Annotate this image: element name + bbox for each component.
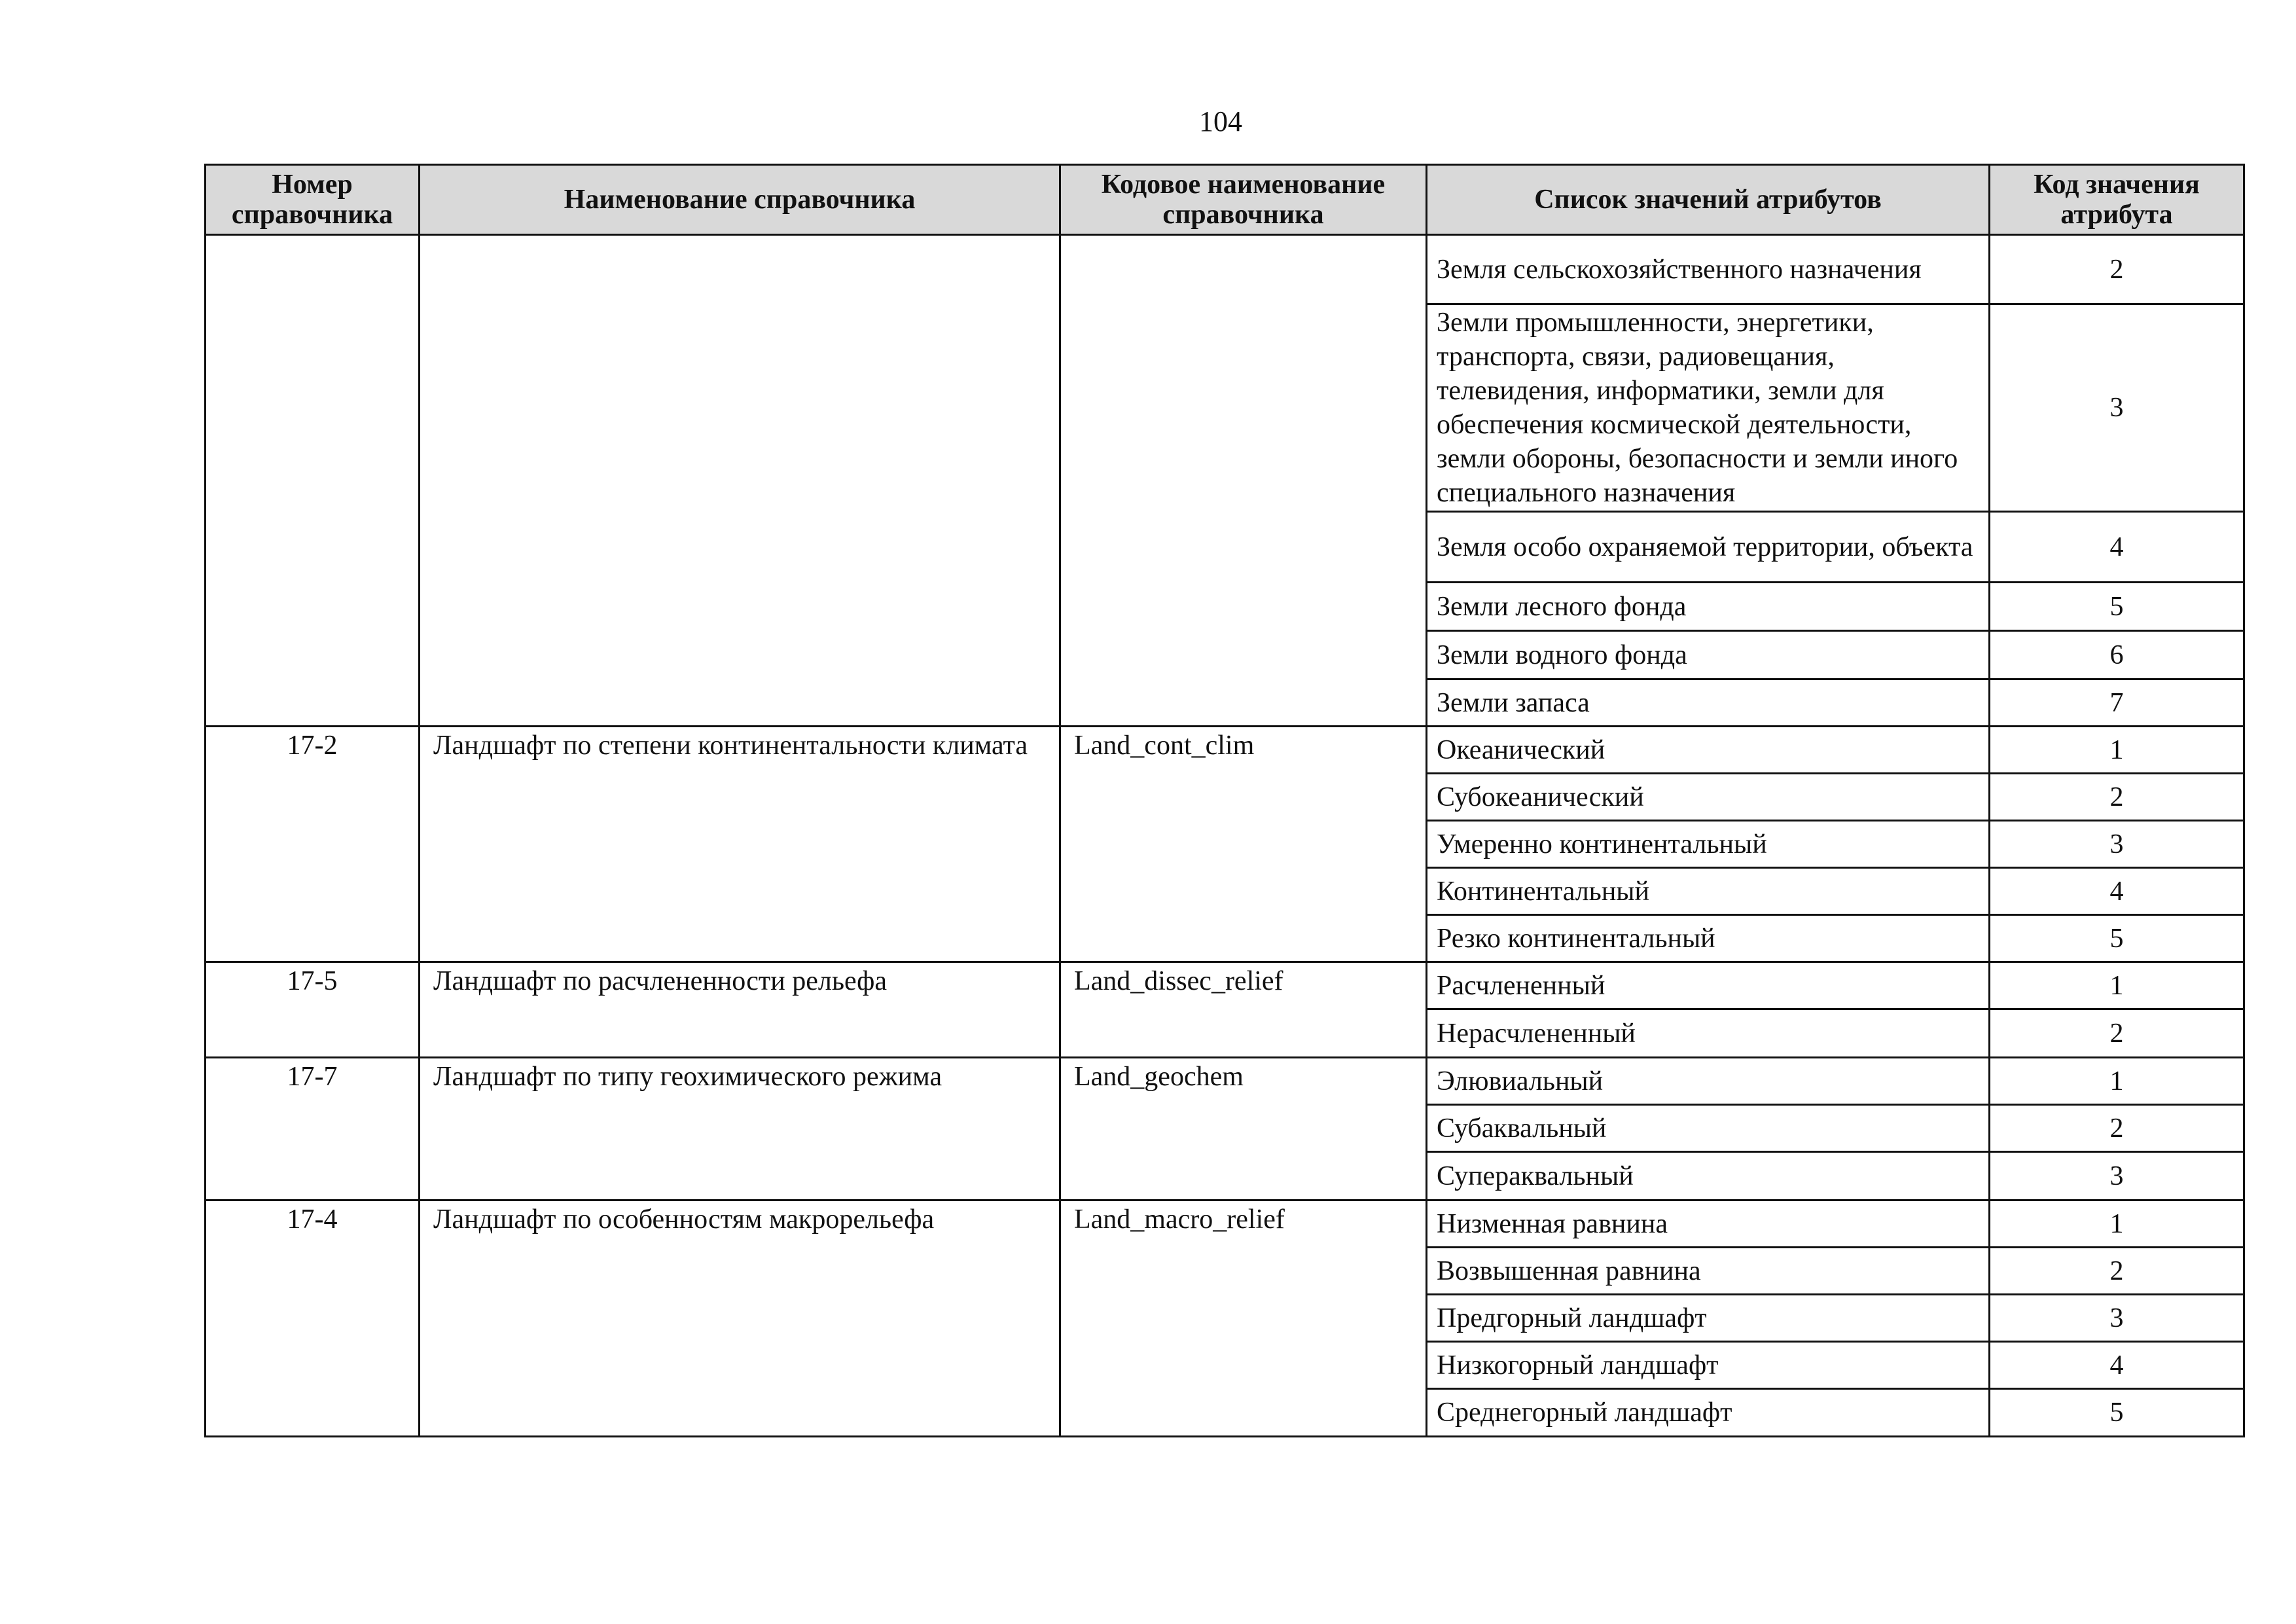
- reference-code-name: Land_macro_relief: [1060, 1200, 1427, 1437]
- reference-number: 17-7: [206, 1058, 420, 1200]
- reference-code-name: [1060, 235, 1427, 727]
- attribute-value: Резко континентальный: [1427, 915, 1990, 962]
- attribute-value: Земли лесного фонда: [1427, 583, 1990, 631]
- attribute-value-code: 1: [1990, 727, 2244, 774]
- attribute-value: Низкогорный ландшафт: [1427, 1342, 1990, 1389]
- header-code-name: Кодовое наименование справочника: [1060, 165, 1427, 235]
- attribute-value-code: 4: [1990, 1342, 2244, 1389]
- attribute-value: Земля сельскохозяйственного назначения: [1427, 235, 1990, 304]
- attribute-value: Среднегорный ландшафт: [1427, 1389, 1990, 1437]
- table-row: [206, 1200, 2244, 1248]
- table-row: [206, 235, 2244, 304]
- attribute-value-code: 2: [1990, 774, 2244, 821]
- attribute-value-code: 3: [1990, 1152, 2244, 1200]
- attribute-value-code: 2: [1990, 1009, 2244, 1058]
- table-row: [206, 1058, 2244, 1105]
- attribute-value-code: 3: [1990, 1295, 2244, 1342]
- attribute-value: Элювиальный: [1427, 1058, 1990, 1105]
- reference-name: [420, 235, 1060, 727]
- attribute-value-code: 1: [1990, 962, 2244, 1009]
- attribute-value-code: 2: [1990, 1105, 2244, 1152]
- attribute-value: Умеренно континентальный: [1427, 821, 1990, 868]
- header-number: Номер справочника: [206, 165, 420, 235]
- attribute-value: Континентальный: [1427, 868, 1990, 915]
- attribute-value: Субаквальный: [1427, 1105, 1990, 1152]
- reference-number: 17-4: [206, 1200, 420, 1437]
- reference-name: Ландшафт по степени континентальности климата: [420, 727, 1060, 962]
- attribute-value-code: 2: [1990, 235, 2244, 304]
- attribute-value: Субокеанический: [1427, 774, 1990, 821]
- attribute-value: Земли водного фонда: [1427, 631, 1990, 679]
- attribute-value-code: 6: [1990, 631, 2244, 679]
- attribute-value-code: 1: [1990, 1058, 2244, 1105]
- attribute-value: Низменная равнина: [1427, 1200, 1990, 1248]
- table-row: [206, 727, 2244, 774]
- attribute-value-code: 3: [1990, 821, 2244, 868]
- reference-code-name: Land_dissec_relief: [1060, 962, 1427, 1058]
- attribute-value-code: 3: [1990, 304, 2244, 512]
- attribute-value: Земли промышленности, энергетики, транспорта, связи, радиовещания, телевидения, информатики, земли для обеспечения космической деятельности, земли обороны, безопасности и земли иного специального назначения: [1427, 304, 1990, 512]
- header-value-code: Код значения атрибута: [1990, 165, 2244, 235]
- attribute-value: Расчлененный: [1427, 962, 1990, 1009]
- attribute-value: Предгорный ландшафт: [1427, 1295, 1990, 1342]
- table-body: [206, 235, 2244, 1437]
- reference-name: Ландшафт по типу геохимического режима: [420, 1058, 1060, 1200]
- reference-code-name: Land_cont_clim: [1060, 727, 1427, 962]
- attribute-value: Земля особо охраняемой территории, объекта: [1427, 512, 1990, 583]
- attribute-value-code: 4: [1990, 868, 2244, 915]
- attribute-value: Супераквальный: [1427, 1152, 1990, 1200]
- attribute-value-code: 5: [1990, 1389, 2244, 1437]
- table-row: [206, 962, 2244, 1009]
- header-name: Наименование справочника: [420, 165, 1060, 235]
- page-number: 104: [1199, 105, 1242, 137]
- reference-code-name: Land_geochem: [1060, 1058, 1427, 1200]
- reference-number: [206, 235, 420, 727]
- attribute-value-code: 4: [1990, 512, 2244, 583]
- reference-number: 17-5: [206, 962, 420, 1058]
- reference-name: Ландшафт по особенностям макрорельефа: [420, 1200, 1060, 1437]
- reference-name: Ландшафт по расчлененности рельефа: [420, 962, 1060, 1058]
- attribute-value: Океанический: [1427, 727, 1990, 774]
- attribute-value: Нерасчлененный: [1427, 1009, 1990, 1058]
- attribute-value-code: 1: [1990, 1200, 2244, 1248]
- reference-number: 17-2: [206, 727, 420, 962]
- attribute-value: Земли запаса: [1427, 679, 1990, 727]
- attribute-value-code: 5: [1990, 583, 2244, 631]
- header-values-list: Список значений атрибутов: [1427, 165, 1990, 235]
- attribute-value-code: 7: [1990, 679, 2244, 727]
- attribute-value: Возвышенная равнина: [1427, 1248, 1990, 1295]
- reference-table: [204, 164, 2245, 1437]
- attribute-value-code: 5: [1990, 915, 2244, 962]
- attribute-value-code: 2: [1990, 1248, 2244, 1295]
- table-header-row: [206, 165, 2244, 235]
